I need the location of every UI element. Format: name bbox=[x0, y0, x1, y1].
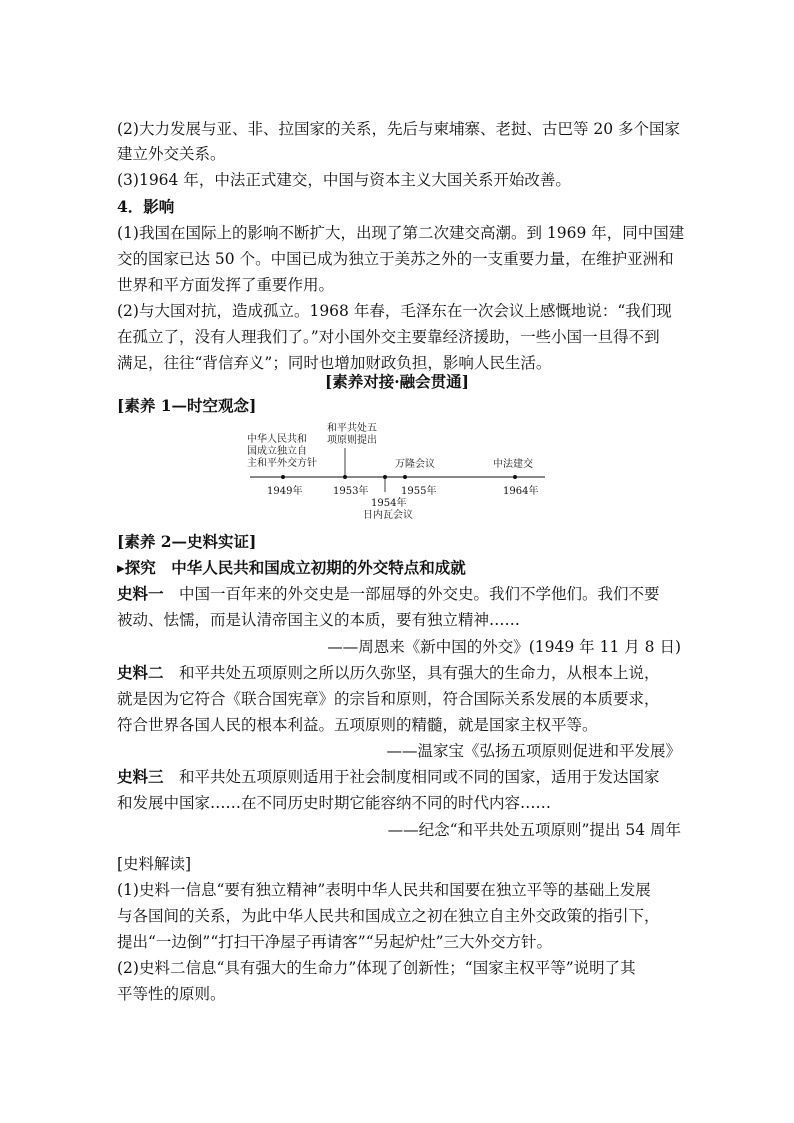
text-line: (2)大力发展与亚、非、拉国家的关系，先后与柬埔寨、老挝、古巴等 20 多个国家 bbox=[117, 120, 681, 138]
shiliao-1-line2: 被动、怯懦，而是认清帝国主义的本质，要有独立精神…… bbox=[117, 611, 521, 629]
jiedu-line: (2)史料二信息“具有强大的生命力”体现了创新性；“国家主权平等”说明了其 bbox=[117, 959, 636, 977]
text-line: (1)我国在国际上的影响不断扩大，出现了第二次建交高潮。到 1969 年，同中国建 bbox=[117, 224, 685, 242]
shiliao-2-line2: 就是因为它符合《联合国宪章》的宗旨和原则，符合国际关系发展的本质要求， bbox=[117, 690, 660, 708]
jiedu-line: 与各国间的关系，为此中华人民共和国成立之初在独立自主外交政策的指引下， bbox=[117, 907, 660, 925]
text-line: 世界和平方面发挥了重要作用。 bbox=[117, 276, 335, 294]
jiedu-heading: [史料解读] bbox=[117, 855, 192, 873]
shiliao-3-line1 bbox=[117, 767, 660, 787]
year-label-1953: 1953年 bbox=[333, 486, 369, 497]
shiliao-1-line1 bbox=[117, 584, 660, 604]
text-line: (2)与大国对抗，造成孤立。1968 年春，毛泽东在一次会议上感慨地说：“我们现 bbox=[117, 302, 672, 320]
year-label-1949: 1949年 bbox=[267, 486, 303, 497]
event-label-1949-line2: 国成立独立自 bbox=[247, 446, 307, 457]
year-label-1954: 1954年 bbox=[371, 498, 407, 509]
section-number-heading: 4．影响 bbox=[117, 197, 175, 216]
jiedu-line: 平等性的原则。 bbox=[117, 985, 226, 1003]
suyang-2-heading: [素养 2—史料实证] bbox=[117, 532, 257, 551]
year-label-1964: 1964年 bbox=[503, 486, 539, 497]
shiliao-3-line2: 和发展中国家……在不同历史时期它能容纳不同的时代内容…… bbox=[117, 794, 552, 812]
timeline-point-1953 bbox=[343, 475, 347, 479]
event-label-1964: 中法建交 bbox=[493, 459, 533, 470]
timeline-point-1949 bbox=[281, 475, 285, 479]
tanjiu-title: 中华人民共和国成立初期的外交特点和成就 bbox=[171, 558, 466, 577]
event-label-1949-line1: 中华人民共和 bbox=[247, 434, 307, 445]
shiliao-2-source: ——温家宝《弘扬五项原则促进和平发展》 bbox=[386, 742, 681, 760]
text-line: 在孤立了，没有人理我们了。”对小国外交主要靠经济援助，一些小国一旦得不到 bbox=[117, 328, 660, 346]
timeline-diagram bbox=[245, 420, 555, 525]
text-line: 满足，往往“背信弃义”；同时也增加财政负担，影响人民生活。 bbox=[117, 354, 552, 372]
section-heading: [素养对接·融会贯通] bbox=[324, 372, 470, 391]
event-label-1955: 万隆会议 bbox=[395, 459, 435, 470]
shiliao-2-line3: 符合世界各国人民的根本利益。五项原则的精髓，就是国家主权平等。 bbox=[117, 716, 598, 734]
shiliao-3-source: ——纪念“和平共处五项原则”提出 54 周年 bbox=[387, 821, 681, 839]
event-label-1953-line2: 项原则提出 bbox=[327, 435, 377, 446]
event-label-1953-line1: 和平共处五 bbox=[327, 423, 377, 434]
shiliao-2-line1 bbox=[117, 663, 660, 683]
event-label-1954: 日内瓦会议 bbox=[363, 510, 413, 521]
shiliao-2-label: 史料二 bbox=[117, 663, 164, 682]
text-line: (3)1964 年，中法正式建交，中国与资本主义大国关系开始改善。 bbox=[117, 171, 571, 189]
tanjiu-marker: ▸探究 bbox=[117, 558, 156, 577]
shiliao-2-text: 和平共处五项原则之所以历久弥坚，具有强大的生命力，从根本上说， bbox=[179, 664, 660, 682]
tanjiu-heading bbox=[117, 558, 466, 578]
shiliao-3-text: 和平共处五项原则适用于社会制度相同或不同的国家，适用于发达国家 bbox=[179, 768, 660, 786]
shiliao-1-label: 史料一 bbox=[117, 584, 164, 603]
timeline-point-1964 bbox=[513, 475, 517, 479]
text-line: 建立外交关系。 bbox=[117, 145, 226, 163]
suyang-1-heading: [素养 1—时空观念] bbox=[117, 396, 257, 415]
timeline-point-1954 bbox=[383, 475, 387, 479]
shiliao-1-source: ——周恩来《新中国的外交》(1949 年 11 月 8 日) bbox=[327, 638, 681, 656]
event-label-1949-line3: 主和平外交方针 bbox=[247, 458, 317, 469]
text-line: 交的国家已达 50 个。中国已成为独立于美苏之外的一支重要力量，在维护亚洲和 bbox=[117, 250, 674, 268]
shiliao-3-label: 史料三 bbox=[117, 767, 164, 786]
jiedu-line: 提出“一边倒”“打扫干净屋子再请客”“另起炉灶”三大外交方针。 bbox=[117, 933, 553, 951]
timeline-point-1955 bbox=[403, 475, 407, 479]
year-label-1955: 1955年 bbox=[401, 486, 437, 497]
jiedu-line: (1)史料一信息“要有独立精神”表明中华人民共和国要在独立平等的基础上发展 bbox=[117, 881, 651, 899]
shiliao-1-text: 中国一百年来的外交史是一部屈辱的外交史。我们不学他们。我们不要 bbox=[179, 585, 660, 603]
